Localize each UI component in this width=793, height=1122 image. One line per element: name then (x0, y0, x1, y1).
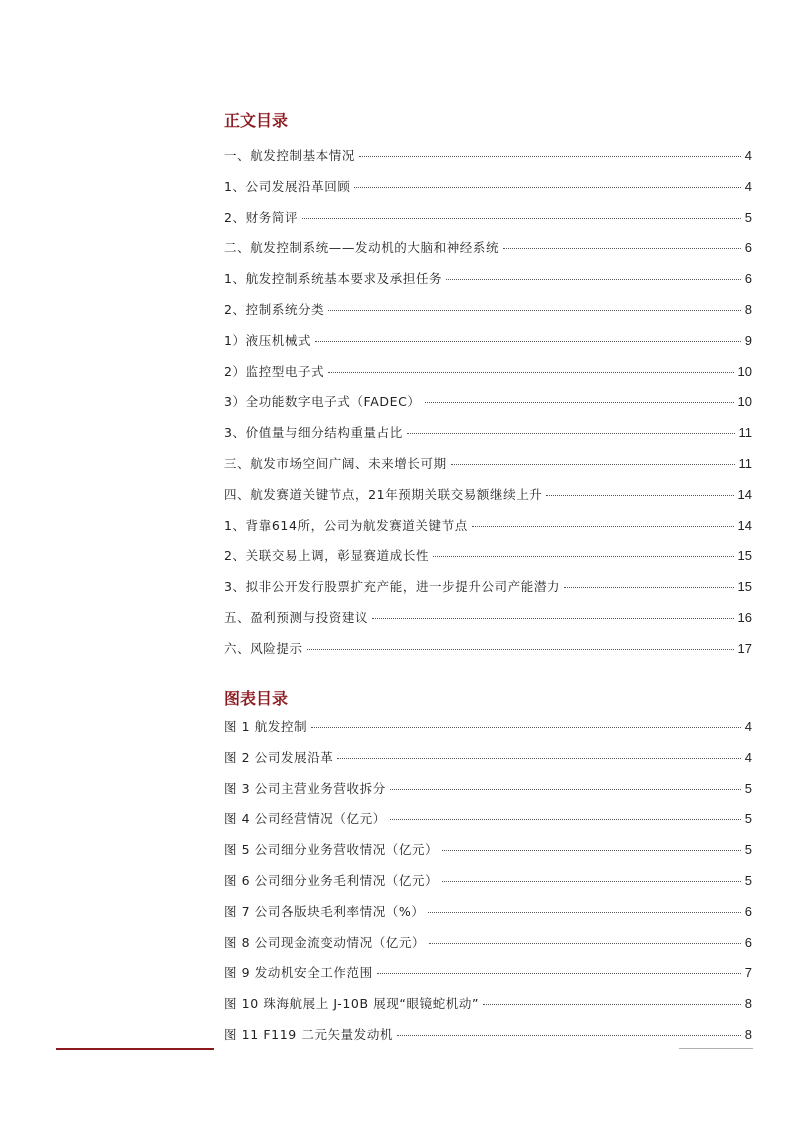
toc-entry-label: 四、航发赛道关键节点，21年预期关联交易额继续上升 (224, 486, 543, 502)
figure-entry-label: 图 5 公司细分业务营收情况（亿元） (224, 842, 439, 858)
toc-entry[interactable] (224, 300, 752, 331)
toc-entry-label: 三、航发市场空间广阔、未来增长可期 (224, 455, 447, 471)
toc-entry-page-number: 4 (744, 148, 752, 163)
figure-entry-page-number: 5 (744, 780, 752, 796)
toc-entry-page-number: 6 (744, 271, 752, 287)
toc-entry-label: 3、拟非公开发行股票扩充产能，进一步提升公司产能潜力 (224, 579, 561, 595)
figure-entry[interactable] (224, 748, 752, 779)
figure-entry[interactable] (224, 933, 752, 964)
toc-entry-label: 六、风险提示 (224, 640, 303, 656)
dot-leader (354, 186, 740, 188)
figure-entry-label: 图 6 公司细分业务毛利情况（亿元） (224, 872, 439, 888)
toc-entry[interactable] (224, 608, 752, 639)
figure-entry-page-number: 5 (744, 872, 752, 888)
dot-leader (451, 463, 735, 465)
figure-entry-label: 图 8 公司现金流变动情况（亿元） (224, 934, 426, 950)
dot-leader (337, 757, 740, 759)
toc-entry-page-number: 5 (744, 209, 752, 225)
dot-leader (397, 1034, 741, 1036)
figure-entry-page-number: 8 (744, 1026, 752, 1042)
toc-entry-label: 1、公司发展沿革回顾 (224, 178, 351, 194)
dot-leader (433, 555, 733, 557)
figure-entry[interactable] (224, 1025, 752, 1056)
toc-entry-label: 二、航发控制系统——发动机的大脑和神经系统 (224, 240, 500, 256)
toc-entry-label: 1）液压机械式 (224, 332, 312, 348)
figure-entry-page-number: 8 (744, 996, 752, 1012)
toc-entry[interactable] (224, 639, 752, 670)
toc-entry[interactable] (224, 331, 752, 362)
figure-entry-page-number: 6 (744, 934, 752, 950)
toc-entry-label: 2、控制系统分类 (224, 301, 325, 317)
toc-entry-page-number: 10 (737, 394, 752, 410)
dot-leader (377, 972, 741, 974)
toc-entry-page-number: 16 (737, 609, 752, 625)
dot-leader (390, 818, 741, 820)
toc-entry[interactable] (224, 362, 752, 393)
toc-entry[interactable] (224, 177, 752, 208)
toc-entry-page-number: 11 (738, 455, 752, 471)
figure-entry-label: 图 3 公司主营业务营收拆分 (224, 780, 386, 796)
toc-entry-label: 3）全功能数字电子式（FADEC） (224, 394, 421, 410)
dot-leader (302, 217, 741, 219)
dot-leader (372, 617, 733, 619)
toc-list (224, 146, 752, 670)
toc-entry-label: 1、背靠614所，公司为航发赛道关键节点 (224, 517, 468, 533)
figure-entry-label: 图 1 航发控制 (224, 719, 308, 734)
figure-list (224, 717, 752, 1056)
figure-entry[interactable] (224, 840, 752, 871)
dot-leader (564, 586, 733, 588)
toc-entry[interactable] (224, 392, 752, 423)
figure-list-heading: 图表目录 (224, 689, 289, 708)
figure-entry-label: 图 2 公司发展沿革 (224, 749, 334, 765)
figure-entry-page-number: 6 (744, 903, 752, 919)
toc-entry-label: 1、航发控制系统基本要求及承担任务 (224, 271, 443, 287)
toc-entry-label: 2）监控型电子式 (224, 363, 325, 379)
dot-leader (428, 911, 740, 913)
toc-entry[interactable] (224, 146, 752, 177)
dot-leader (472, 525, 734, 527)
toc-entry[interactable] (224, 269, 752, 300)
figure-entry[interactable] (224, 902, 752, 933)
dot-leader (359, 155, 741, 157)
dot-leader (407, 432, 735, 434)
toc-entry[interactable] (224, 454, 752, 485)
toc-entry-page-number: 15 (737, 579, 752, 595)
figure-entry-label: 图 9 发动机安全工作范围 (224, 965, 373, 981)
footer-rule-right (679, 1048, 753, 1049)
toc-entry-label: 2、关联交易上调，彰显赛道成长性 (224, 548, 430, 564)
dot-leader (429, 942, 741, 944)
dot-leader (390, 788, 741, 790)
toc-entry[interactable] (224, 423, 752, 454)
toc-entry-page-number: 14 (737, 486, 752, 502)
dot-leader (328, 309, 741, 311)
figure-entry[interactable] (224, 994, 752, 1025)
dot-leader (425, 401, 734, 403)
dot-leader (328, 371, 733, 373)
figure-entry[interactable] (224, 871, 752, 902)
toc-entry-page-number: 4 (744, 178, 752, 194)
toc-entry-label: 一、航发控制基本情况 (224, 148, 356, 163)
figure-entry-label: 图 10 珠海航展上 J-10B 展现“眼镜蛇机动” (224, 996, 480, 1012)
figure-entry-page-number: 7 (744, 965, 752, 981)
figure-entry-page-number: 5 (744, 811, 752, 827)
toc-entry-page-number: 10 (737, 363, 752, 379)
toc-entry-label: 五、盈利预测与投资建议 (224, 609, 369, 625)
figure-entry-label: 图 4 公司经营情况（亿元） (224, 811, 386, 827)
dot-leader (311, 726, 741, 728)
footer-rule-left (56, 1048, 214, 1050)
figure-entry-label: 图 11 F119 二元矢量发动机 (224, 1026, 394, 1042)
dot-leader (503, 247, 741, 249)
toc-entry-page-number: 6 (744, 240, 752, 256)
dot-leader (315, 340, 741, 342)
toc-entry[interactable] (224, 516, 752, 547)
figure-entry[interactable] (224, 717, 752, 748)
toc-entry[interactable] (224, 577, 752, 608)
dot-leader (307, 648, 734, 650)
dot-leader (546, 494, 733, 496)
toc-entry-page-number: 17 (737, 640, 752, 656)
figure-entry-page-number: 4 (744, 719, 752, 734)
dot-leader (442, 880, 741, 882)
dot-leader (442, 849, 741, 851)
dot-leader (446, 278, 741, 280)
toc-entry[interactable] (224, 238, 752, 269)
toc-entry-page-number: 11 (738, 425, 752, 441)
figure-entry[interactable] (224, 963, 752, 994)
toc-entry-page-number: 14 (737, 517, 752, 533)
figure-entry[interactable] (224, 779, 752, 810)
toc-entry[interactable] (224, 546, 752, 577)
toc-entry-page-number: 8 (744, 301, 752, 317)
figure-entry-page-number: 5 (744, 842, 752, 858)
toc-entry-label: 2、财务简评 (224, 209, 299, 225)
toc-heading: 正文目录 (224, 111, 289, 130)
figure-entry-page-number: 4 (744, 749, 752, 765)
toc-entry-page-number: 15 (737, 548, 752, 564)
figure-entry-label: 图 7 公司各版块毛利率情况（%） (224, 903, 425, 919)
toc-entry-label: 3、价值量与细分结构重量占比 (224, 425, 403, 441)
toc-entry[interactable] (224, 208, 752, 239)
dot-leader (483, 1003, 741, 1005)
toc-entry[interactable] (224, 485, 752, 516)
toc-entry-page-number: 9 (744, 332, 752, 348)
figure-entry[interactable] (224, 809, 752, 840)
